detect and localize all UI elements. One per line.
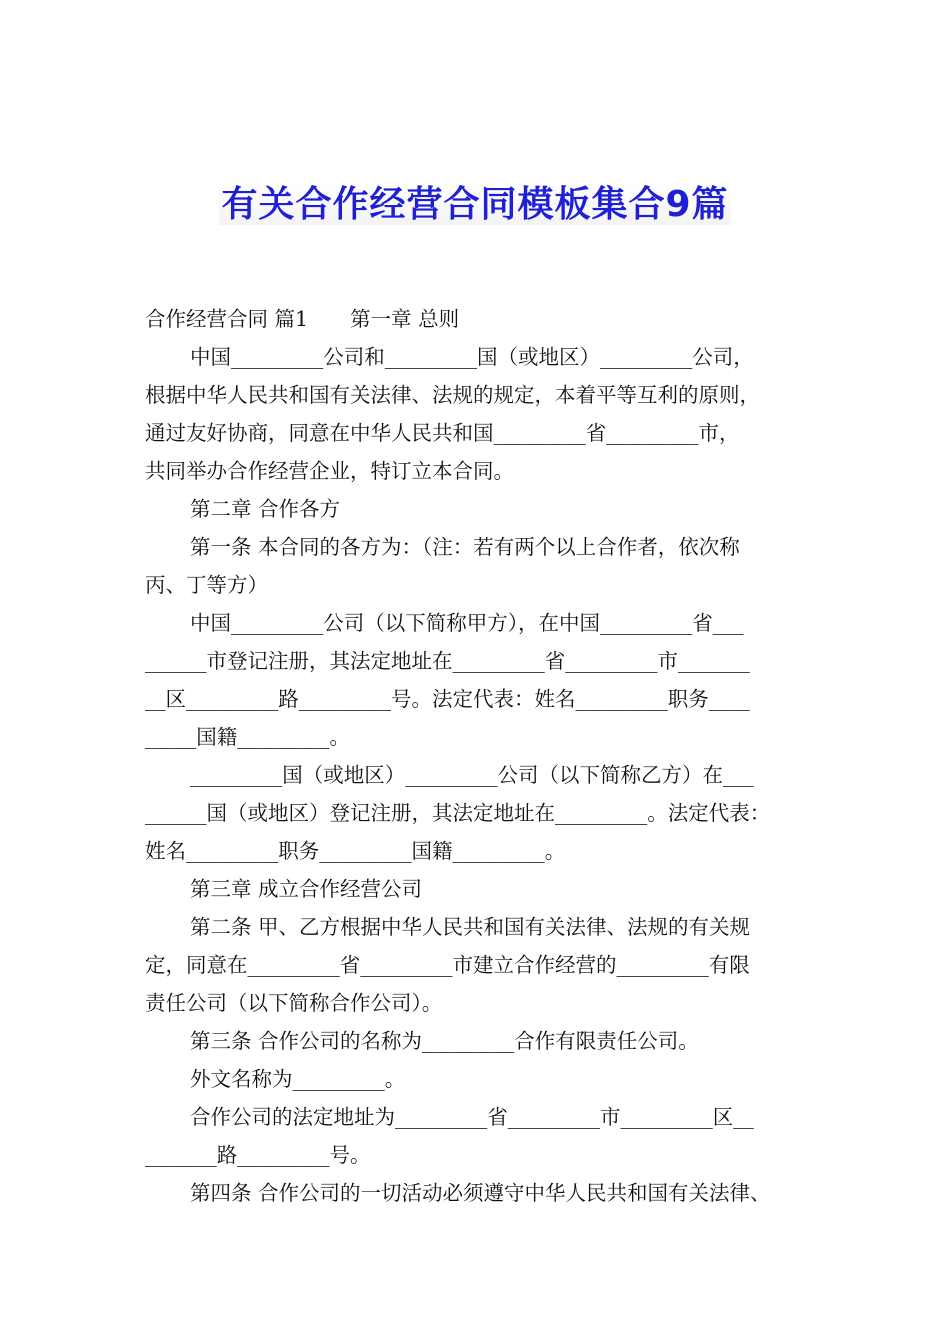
text-line-9: 中国_________公司（以下简称甲方），在中国_________省___: [190, 611, 744, 635]
text-line-1: [145, 300, 815, 338]
text-line-6: 第二章 合作各方: [190, 497, 341, 521]
text-line-4: 通过友好协商，同意在中华人民共和国_________省_________市，: [145, 421, 740, 445]
text-line-20: 第三条 合作公司的名称为_________合作有限责任公司。: [190, 1029, 699, 1053]
text-line-12: _____国籍_________。: [145, 725, 350, 749]
text-line-24: 第四条 合作公司的一切活动必须遵守中华人民共和国有关法律、: [190, 1181, 771, 1205]
text-line-18: 定，同意在_________省_________市建立合作经营的_________有限: [145, 953, 750, 977]
text-line-3: 根据中华人民共和国有关法律、法规的规定，本着平等互利的原则，: [145, 383, 760, 407]
section-label: 合作经营合同 篇1: [145, 307, 309, 331]
chapter-heading: 第一章 总则: [350, 307, 460, 331]
text-line-17: 第二条 甲、乙方根据中华人民共和国有关法律、法规的有关规: [190, 915, 751, 939]
text-line-22: 合作公司的法定地址为_________省_________市_________区__: [190, 1105, 754, 1129]
document-title-wrap: [0, 176, 950, 227]
document-title: 有关合作经营合同模板集合9篇: [221, 184, 729, 225]
text-line-16: 第三章 成立合作经营公司: [190, 877, 423, 901]
text-line-11: __区_________路_________号。法定代表：姓名_________职务____: [145, 687, 750, 711]
text-line-15: 姓名_________职务_________国籍_________。: [145, 839, 566, 863]
text-line-8: 丙、丁等方）: [145, 573, 268, 597]
text-line-19: 责任公司（以下简称合作公司）。: [145, 991, 443, 1015]
text-line-23: _______路_________号。: [145, 1143, 371, 1167]
text-line-13: _________国（或地区）_________公司（以下简称乙方）在___: [190, 763, 754, 787]
document-body: [145, 300, 815, 1212]
text-line-10: ______市登记注册，其法定地址在_________省_________市_______: [145, 649, 750, 673]
text-line-2: 中国_________公司和_________国（或地区）_________公司，: [190, 345, 754, 369]
text-line-14: ______国（或地区）登记注册，其法定地址在_________。法定代表：: [145, 801, 771, 825]
text-line-5: 共同举办合作经营企业，特订立本合同。: [145, 459, 514, 483]
text-line-21: 外文名称为_________。: [190, 1067, 406, 1091]
text-line-7: 第一条 本合同的各方为：（注：若有两个以上合作者，依次称: [190, 535, 740, 559]
